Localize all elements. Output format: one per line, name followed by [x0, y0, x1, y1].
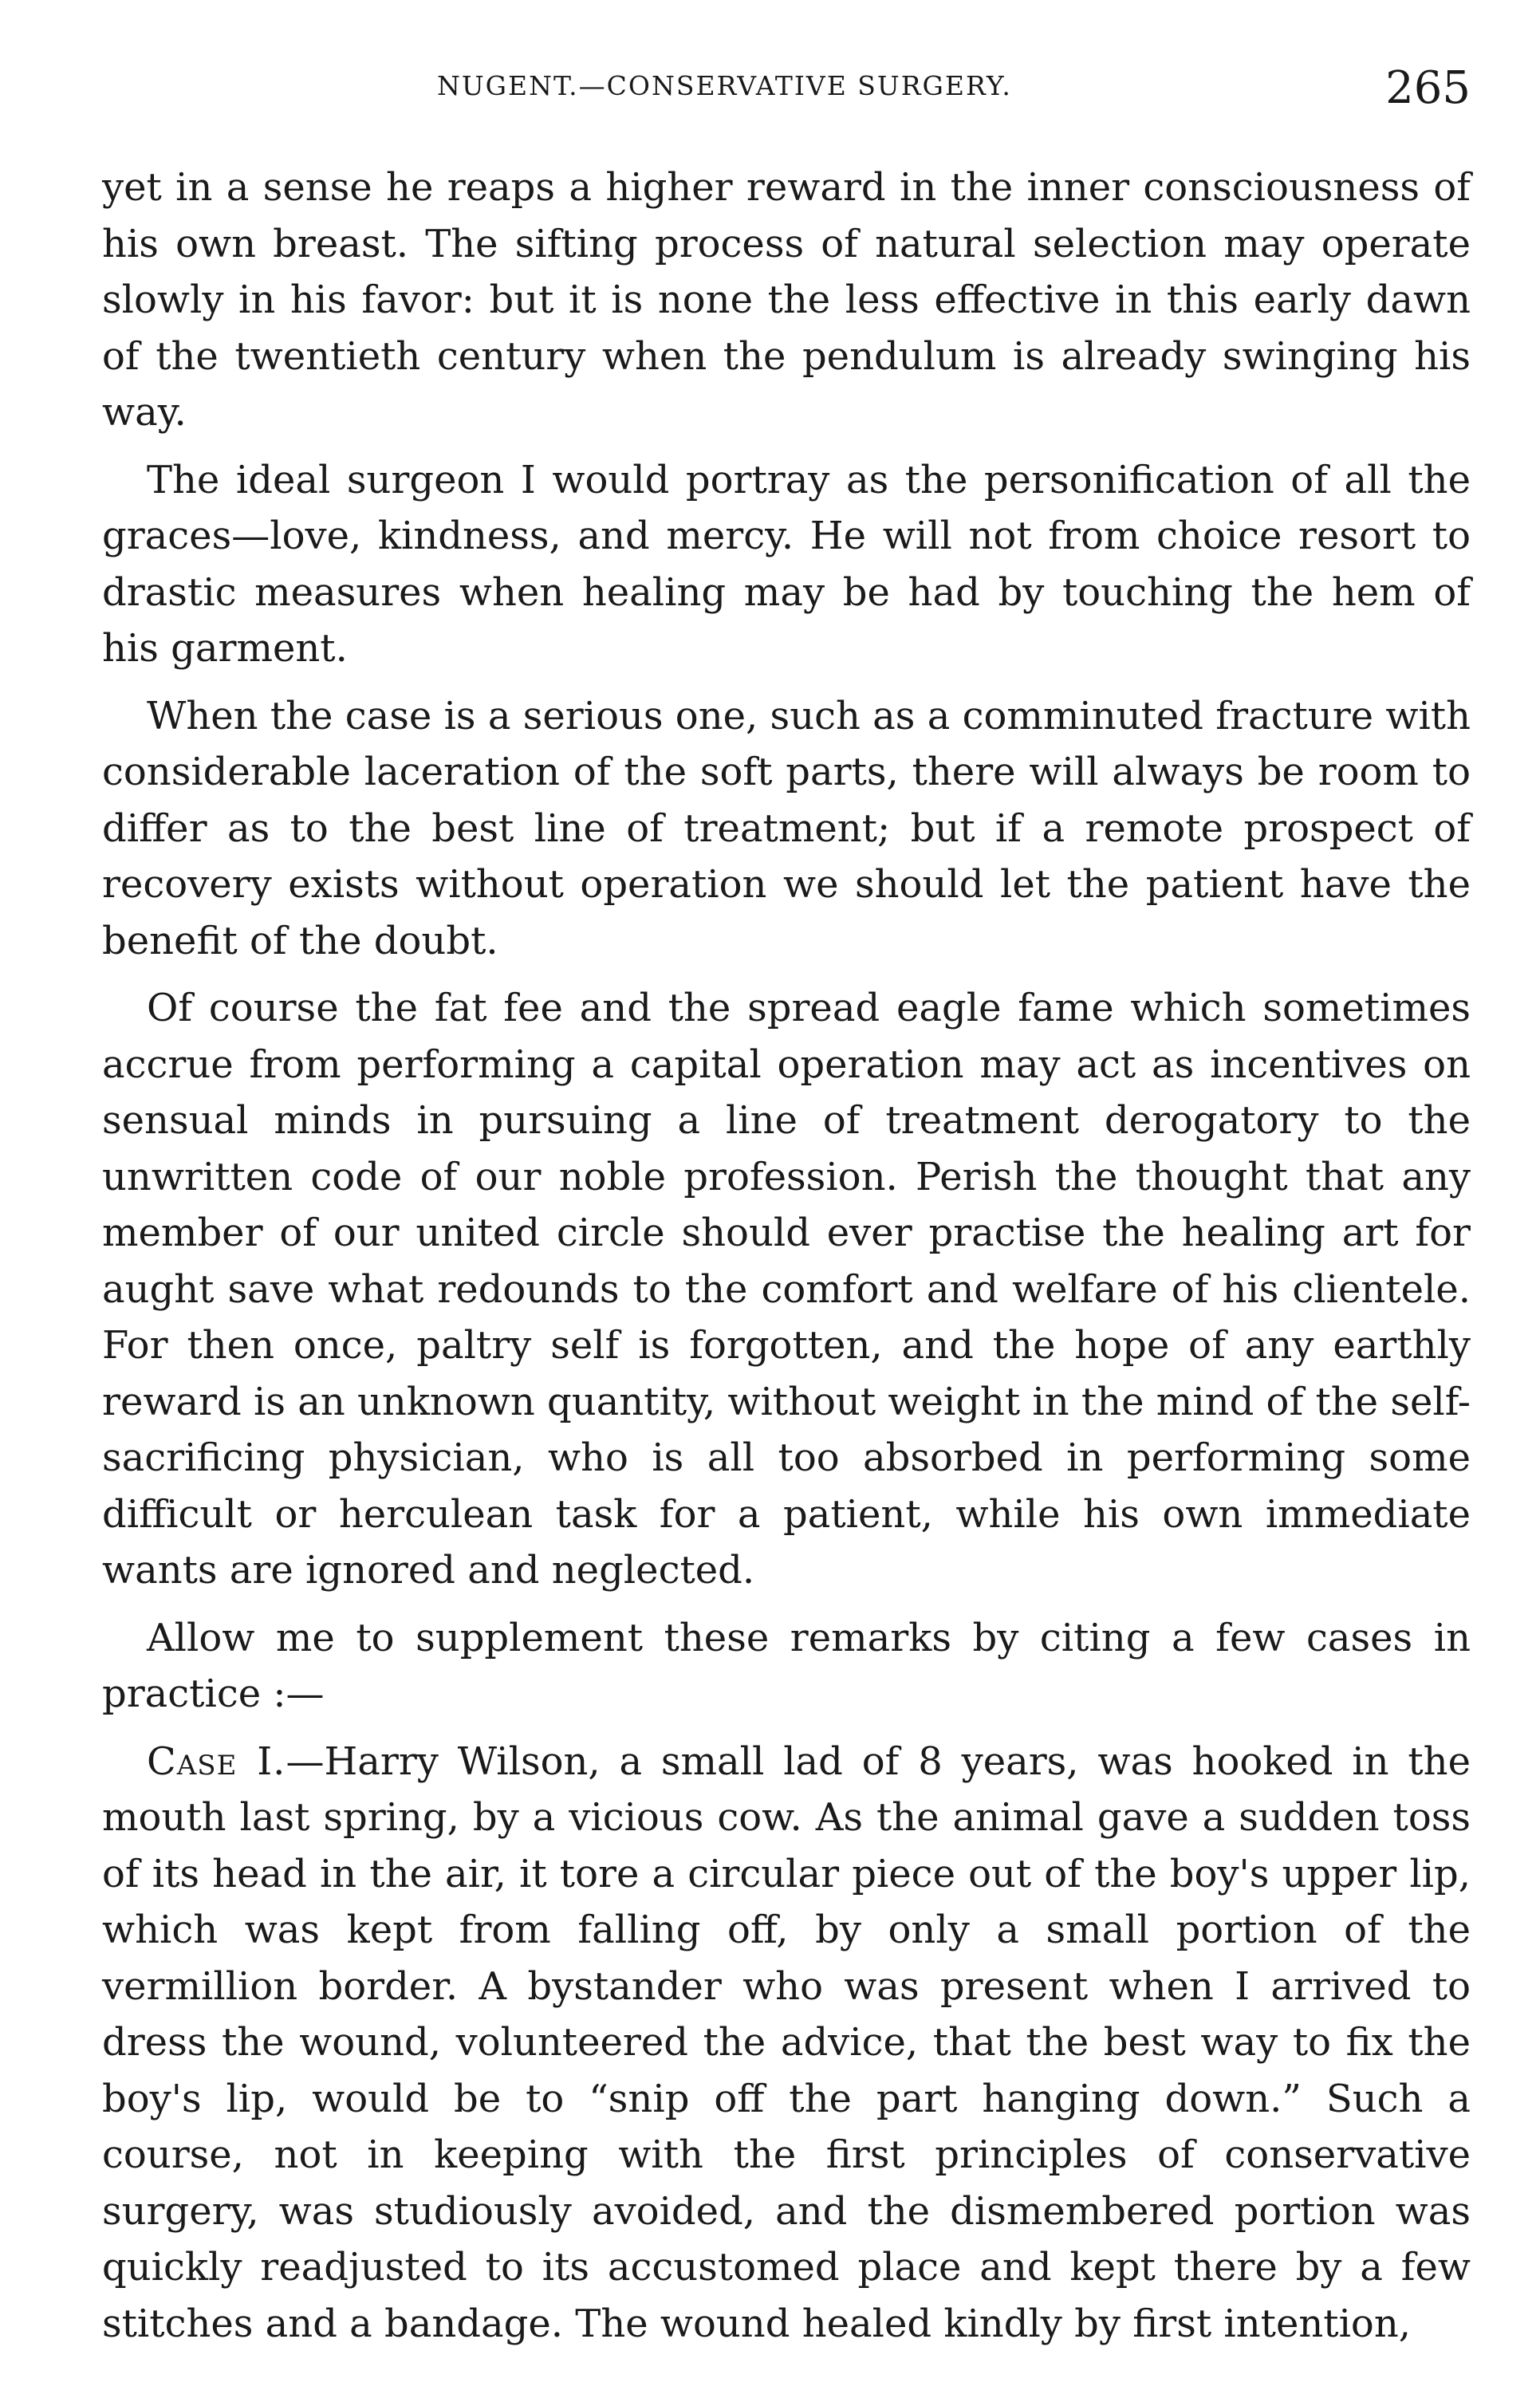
paragraph-fat-fee: Of course the fat fee and the spread eagle fame which sometimes accrue from performing a capital operation may act as incentives on sensual minds in pursuing a line of treatment derogatory to the unwritten code of our noble profession. Perish the thought that any member of our united circle should ever practise the healing art for aught save what redounds to the comfort and welfare of his clientele. For then once, paltry self is forgotten, and the hope of any earthly reward is an unknown quantity, without weight in the mind of the self-sacrificing physician, who is all too absorbed in performing some difficult or herculean task for a patient, while his own immediate wants are ignored and neglected.: [102, 986, 1471, 1593]
case-one-text: —Harry Wilson, a small lad of 8 years, was hooked in the mouth last spring, by a vicious cow. As the animal gave a sudden toss of its head in the air, it tore a circular piece out of the boy's upper lip, which was kept from falling off, by only a small portion of the vermillion border. A bystander who was present when I arrived to dress the wound, volunteered the advice, that the best way to fix the boy's lip, would be to “snip off the part hanging down.” Such a course, not in keeping with the first principles of conservative surgery, was studiously avoided, and the dismembered portion was quickly readjusted to its accustomed place and kept there by a few stitches and a bandage. The wound healed kindly by first intention,: [102, 1738, 1471, 2346]
paragraph-ideal-surgeon: The ideal surgeon I would portray as the personification of all the graces—love, kindness, and mercy. He will not from choice resort to drastic measures when healing may be had by touching the hem of his garment.: [102, 457, 1471, 671]
paragraph-citing-cases: Allow me to supplement these remarks by citing a few cases in practice :—: [102, 1615, 1471, 1716]
page-number: 265: [1385, 62, 1471, 114]
body-text: [102, 159, 1471, 2352]
running-title: NUGENT.—CONSERVATIVE SURGERY.: [437, 70, 1012, 101]
paragraph-case-one: [102, 1734, 1471, 2353]
paragraph-continuation: yet in a sense he reaps a higher reward in the inner consciousness of his own breast. The sifting process of natural selection may operate slowly in his favor: but it is none the less effective in this early dawn of the twentieth century when the pendulum is already swinging his way.: [102, 165, 1471, 435]
paragraph-serious-case: When the case is a serious one, such as a comminuted fracture with considerable laceration of the soft parts, there will always be room to differ as to the best line of treatment; but if a remote prospect of recovery exists without operation we should let the patient have the benefit of the doubt.: [102, 693, 1471, 963]
case-label: Case I.: [147, 1738, 286, 1784]
running-header: [102, 62, 1471, 134]
